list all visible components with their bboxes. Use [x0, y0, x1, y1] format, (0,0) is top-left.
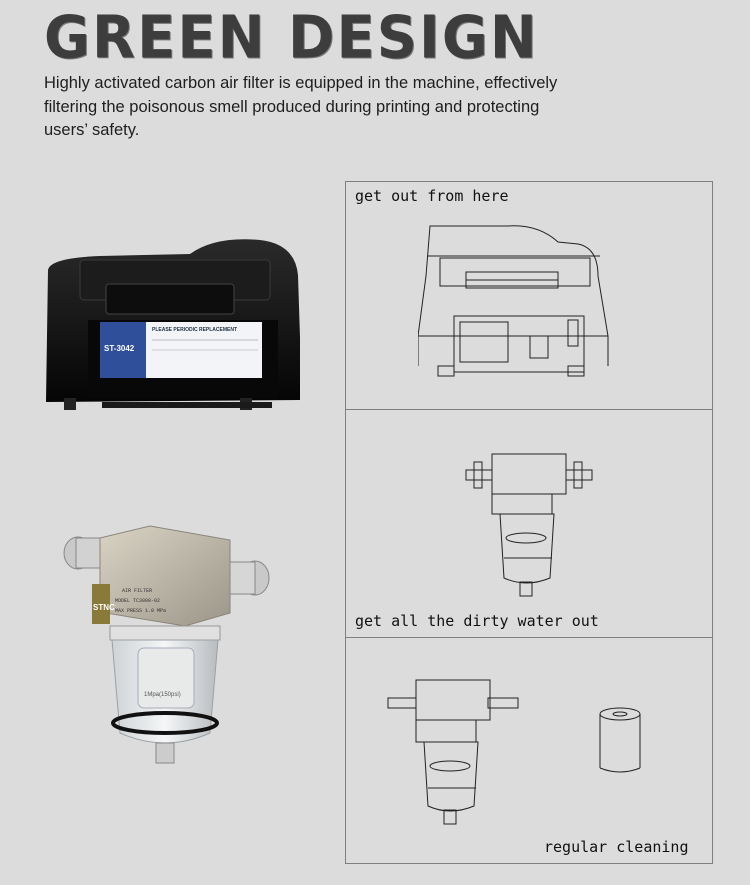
filter-model-label: MODEL TC3000-02	[115, 598, 161, 604]
step-2-caption: get all the dirty water out	[355, 612, 599, 630]
instruction-panel	[345, 181, 713, 864]
filter-clean-drawing	[386, 676, 536, 836]
filter-drain-drawing	[464, 448, 594, 618]
machine-photo	[40, 230, 300, 415]
filter-element-drawing	[598, 706, 642, 776]
step-3-caption: regular cleaning	[544, 838, 689, 856]
filter-photo	[60, 518, 280, 768]
step-3-cell	[346, 638, 712, 865]
step-1-cell	[346, 182, 712, 410]
filter-name-label: AIR FILTER	[122, 588, 153, 594]
filter-bowl-mark: 1Mpa(150psi)	[144, 692, 181, 698]
filter-pressure-label: MAX PRESS 1.0 MPa	[115, 608, 167, 614]
page-title: GREEN DESIGN	[44, 4, 539, 73]
machine-line-drawing	[418, 216, 618, 386]
step-2-cell	[346, 410, 712, 638]
machine-model-label: ST-3042	[104, 344, 135, 353]
step-1-caption: get out from here	[355, 187, 509, 205]
filter-brand-label: STNC	[93, 603, 115, 612]
machine-notice-label: PLEASE PERIODIC REPLACEMENT	[152, 327, 238, 333]
description-text: Highly activated carbon air filter is equipped in the machine, effectively filtering the poisonous smell produced during printing and protecting users’ safety.	[44, 74, 558, 139]
